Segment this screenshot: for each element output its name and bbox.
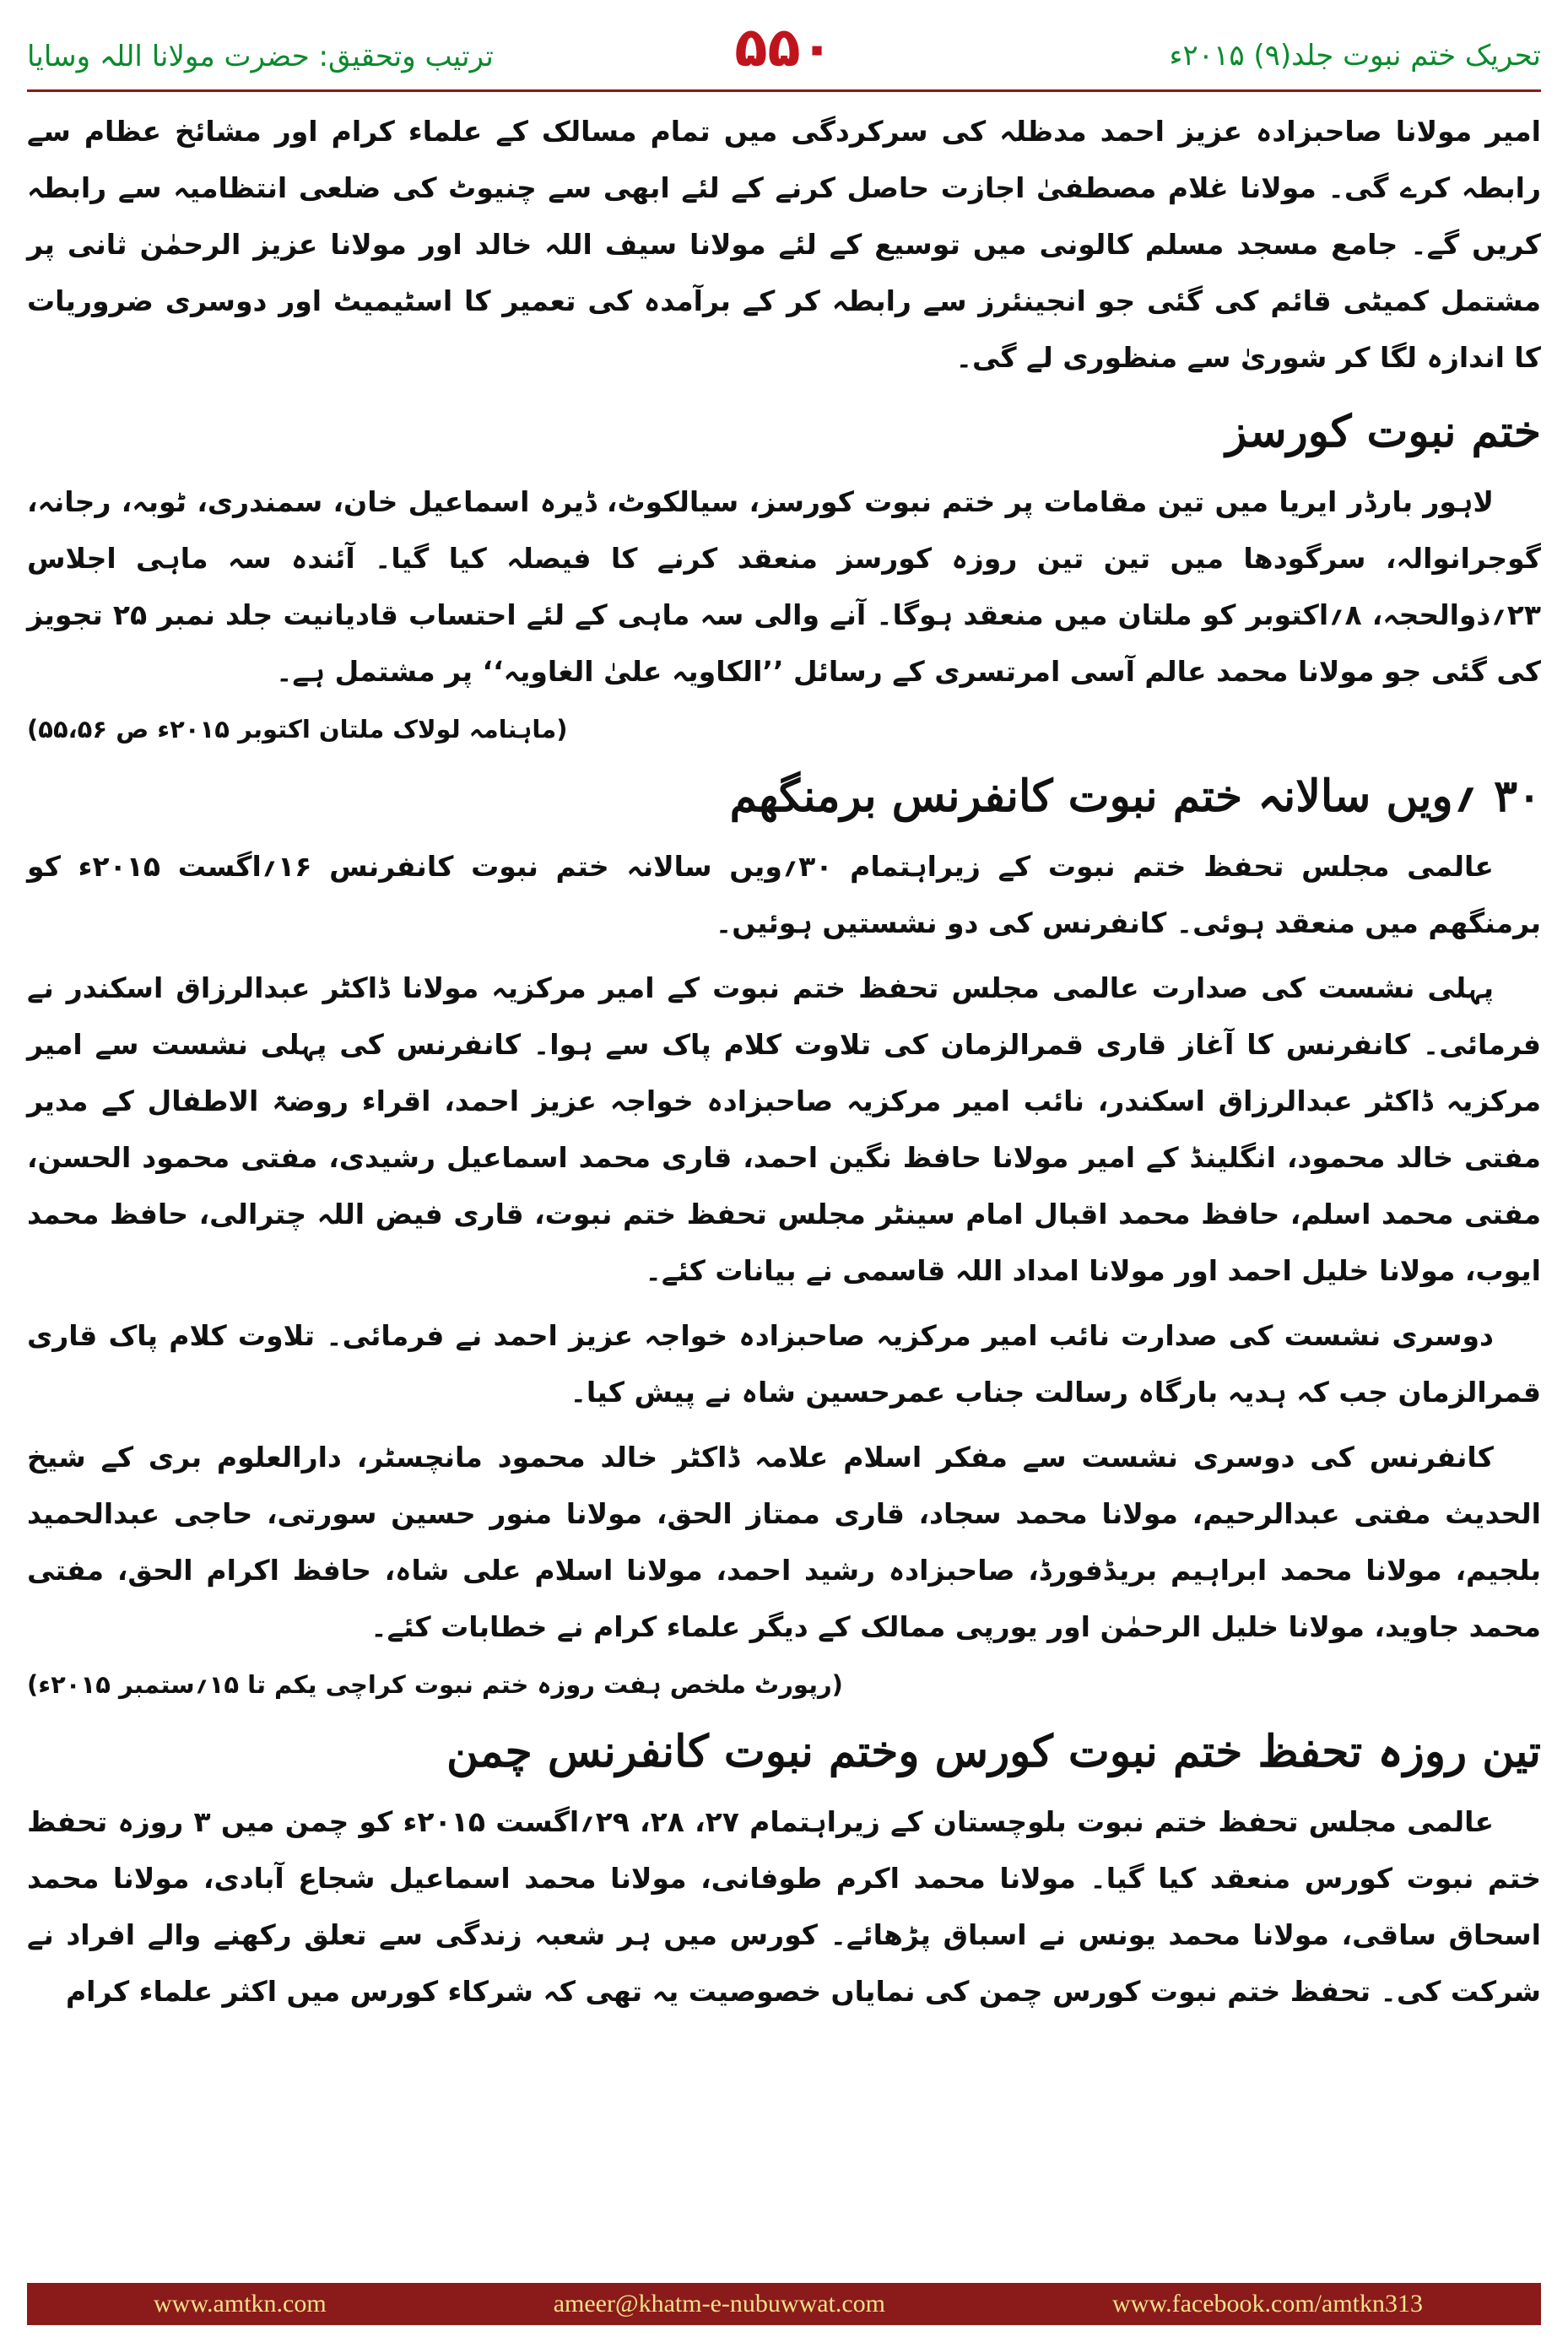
heading-chaman-course: تین روزہ تحفظ ختم نبوت کورس وختم نبوت کانفرنس چمن [446,1726,1541,1777]
header-divider [27,89,1541,92]
page-number: ۵۵۰ [734,17,834,79]
page-header [27,17,1541,91]
paragraph-second-session: دوسری نشست کی صدارت نائب امیر مرکزیہ صاحبزادہ خواجہ عزیز احمد نے فرمائی۔ تلاوت کلام پاک قاری قمرالزمان جب کہ ہدیہ بارگاہ رسالت جناب عمرحسین شاہ نے پیش کیا۔ [27,1319,1541,1409]
page-body [27,103,1541,2028]
book-title: تحریک ختم نبوت جلد(۹) ۲۰۱۵ء [1169,39,1541,73]
page-footer [27,2283,1541,2325]
citation-laulak: (ماہنامہ لولاک ملتان اکتوبر ۲۰۱۵ء ص ۵۵،۵۶) [27,715,568,744]
paragraph-committee: امیر مولانا صاحبزادہ عزیز احمد مدظلہ کی سرکردگی میں تمام مسالک کے علماء کرام اور مشائخ عظام سے رابطہ کرے گی۔ مولانا غلام مصطفیٰ اجازت حاصل کرنے کے لئے ابھی سے چنیوٹ کی ضلعی انتظامیہ سے رابطہ کریں گے۔ جامع مسجد مسلم کالونی میں توسیع کے لئے مولانا سیف اللہ خالد اور مولانا عزیز الرحمٰن ثانی پر مشتمل کمیٹی قائم کی گئی جو انجینئرز سے رابطہ کر کے برآمدہ کی تعمیر کا اسٹیمیٹ اور دوسری ضروریات کا اندازہ لگا کر شوریٰ سے منظوری لے گی۔ [27,115,1541,374]
email-link[interactable]: ameer@khatm-e-nubuwwat.com [553,2290,886,2318]
paragraph-courses: لاہور بارڈر ایریا میں تین مقامات پر ختم نبوت کورسز، سیالکوٹ، ڈیرہ اسماعیل خان، سمندری، ٹوبہ، رجانہ، گوجرانوالہ، سرگودھا میں تین تین روزہ کورسز منعقد کرنے کا فیصلہ کیا گیا۔ آئندہ سہ ماہی اجلاس ۲۳؍ذوالحجہ، ۸؍اکتوبر کو ملتان میں منعقد ہوگا۔ آنے والی سہ ماہی کے لئے احتساب قادیانیت جلد نمبر ۲۵ تجویز کی گئی جو مولانا محمد عالم آسی امرتسری کے رسائل ’’الکاویہ علیٰ الغاویہ‘‘ پر مشتمل ہے۔ [27,485,1541,688]
paragraph-second-session-speakers: کانفرنس کی دوسری نشست سے مفکر اسلام علامہ ڈاکٹر خالد محمود مانچسٹر، دارالعلوم بری کے شیخ الحدیث مفتی عبدالرحیم، مولانا محمد سجاد، قاری ممتاز الحق، مولانا منور حسین سورتی، حاجی عبدالحمید بلجیم، مولانا محمد ابراہیم بریڈفورڈ، صاحبزادہ رشید احمد، مولانا اسلام علی شاہ، حافظ اکرام الحق، مفتی محمد جاوید، مولانا خلیل الرحمٰن اور یورپی ممالک کے دیگر علماء کرام نے خطابات کئے۔ [27,1441,1541,1643]
paragraph-birmingham-intro: عالمی مجلس تحفظ ختم نبوت کے زیراہتمام ۳۰؍ویں سالانہ ختم نبوت کانفرنس ۱۶؍اگست ۲۰۱۵ء کو برمنگھم میں منعقد ہوئی۔ کانفرنس کی دو نشستیں ہوئیں۔ [27,850,1541,939]
paragraph-chaman-course: عالمی مجلس تحفظ ختم نبوت بلوچستان کے زیراہتمام ۲۷، ۲۸، ۲۹؍اگست ۲۰۱۵ء کو چمن میں ۳ روزہ تحفظ ختم نبوت کورس منعقد کیا گیا۔ مولانا محمد اکرم طوفانی، مولانا محمد اسماعیل شجاع آبادی، مولانا محمد اسحاق ساقی، مولانا محمد یونس نے اسباق پڑھائے۔ کورس میں ہر شعبہ زندگی سے تعلق رکھنے والے افراد نے شرکت کی۔ تحفظ ختم نبوت کورس چمن کی نمایاں خصوصیت یہ تھی کہ شرکاء کورس میں اکثر علماء کرام [27,1805,1541,2008]
compiler-credit: ترتیب وتحقیق: حضرت مولانا اللہ وسایا [27,40,494,73]
heading-courses: ختم نبوت کورسز [1225,406,1541,457]
heading-birmingham-conference: ۳۰ ؍ویں سالانہ ختم نبوت کانفرنس برمنگھم [729,771,1541,822]
paragraph-first-session: پہلی نشست کی صدارت عالمی مجلس تحفظ ختم نبوت کے امیر مرکزیہ مولانا ڈاکٹر عبدالرزاق اسکندر نے فرمائی۔ کانفرنس کا آغاز قاری قمرالزمان کی تلاوت کلام پاک سے ہوا۔ کانفرنس کی پہلی نشست سے امیر مرکزیہ ڈاکٹر عبدالرزاق اسکندر، نائب امیر مرکزیہ صاحبزادہ خواجہ عزیز احمد، اقراء روضۃ الاطفال کے مدیر مفتی خالد محمود، انگلینڈ کے امیر مولانا حافظ نگین احمد، قاری محمد اسماعیل رشیدی، مفتی محمود الحسن، مفتی محمد اسلم، حافظ محمد اقبال امام سینٹر مجلس تحفظ ختم نبوت، قاری فیض اللہ چترالی، حافظ محمد ایوب، مولانا خلیل احمد اور مولانا امداد اللہ قاسمی نے بیانات کئے۔ [27,971,1541,1287]
citation-weekly-report: (رپورٹ ملخص ہفت روزہ ختم نبوت کراچی یکم تا ۱۵؍ستمبر ۲۰۱۵ء) [27,1670,843,1699]
facebook-link[interactable]: www.facebook.com/amtkn313 [1112,2290,1423,2318]
website-link[interactable]: www.amtkn.com [154,2290,327,2318]
